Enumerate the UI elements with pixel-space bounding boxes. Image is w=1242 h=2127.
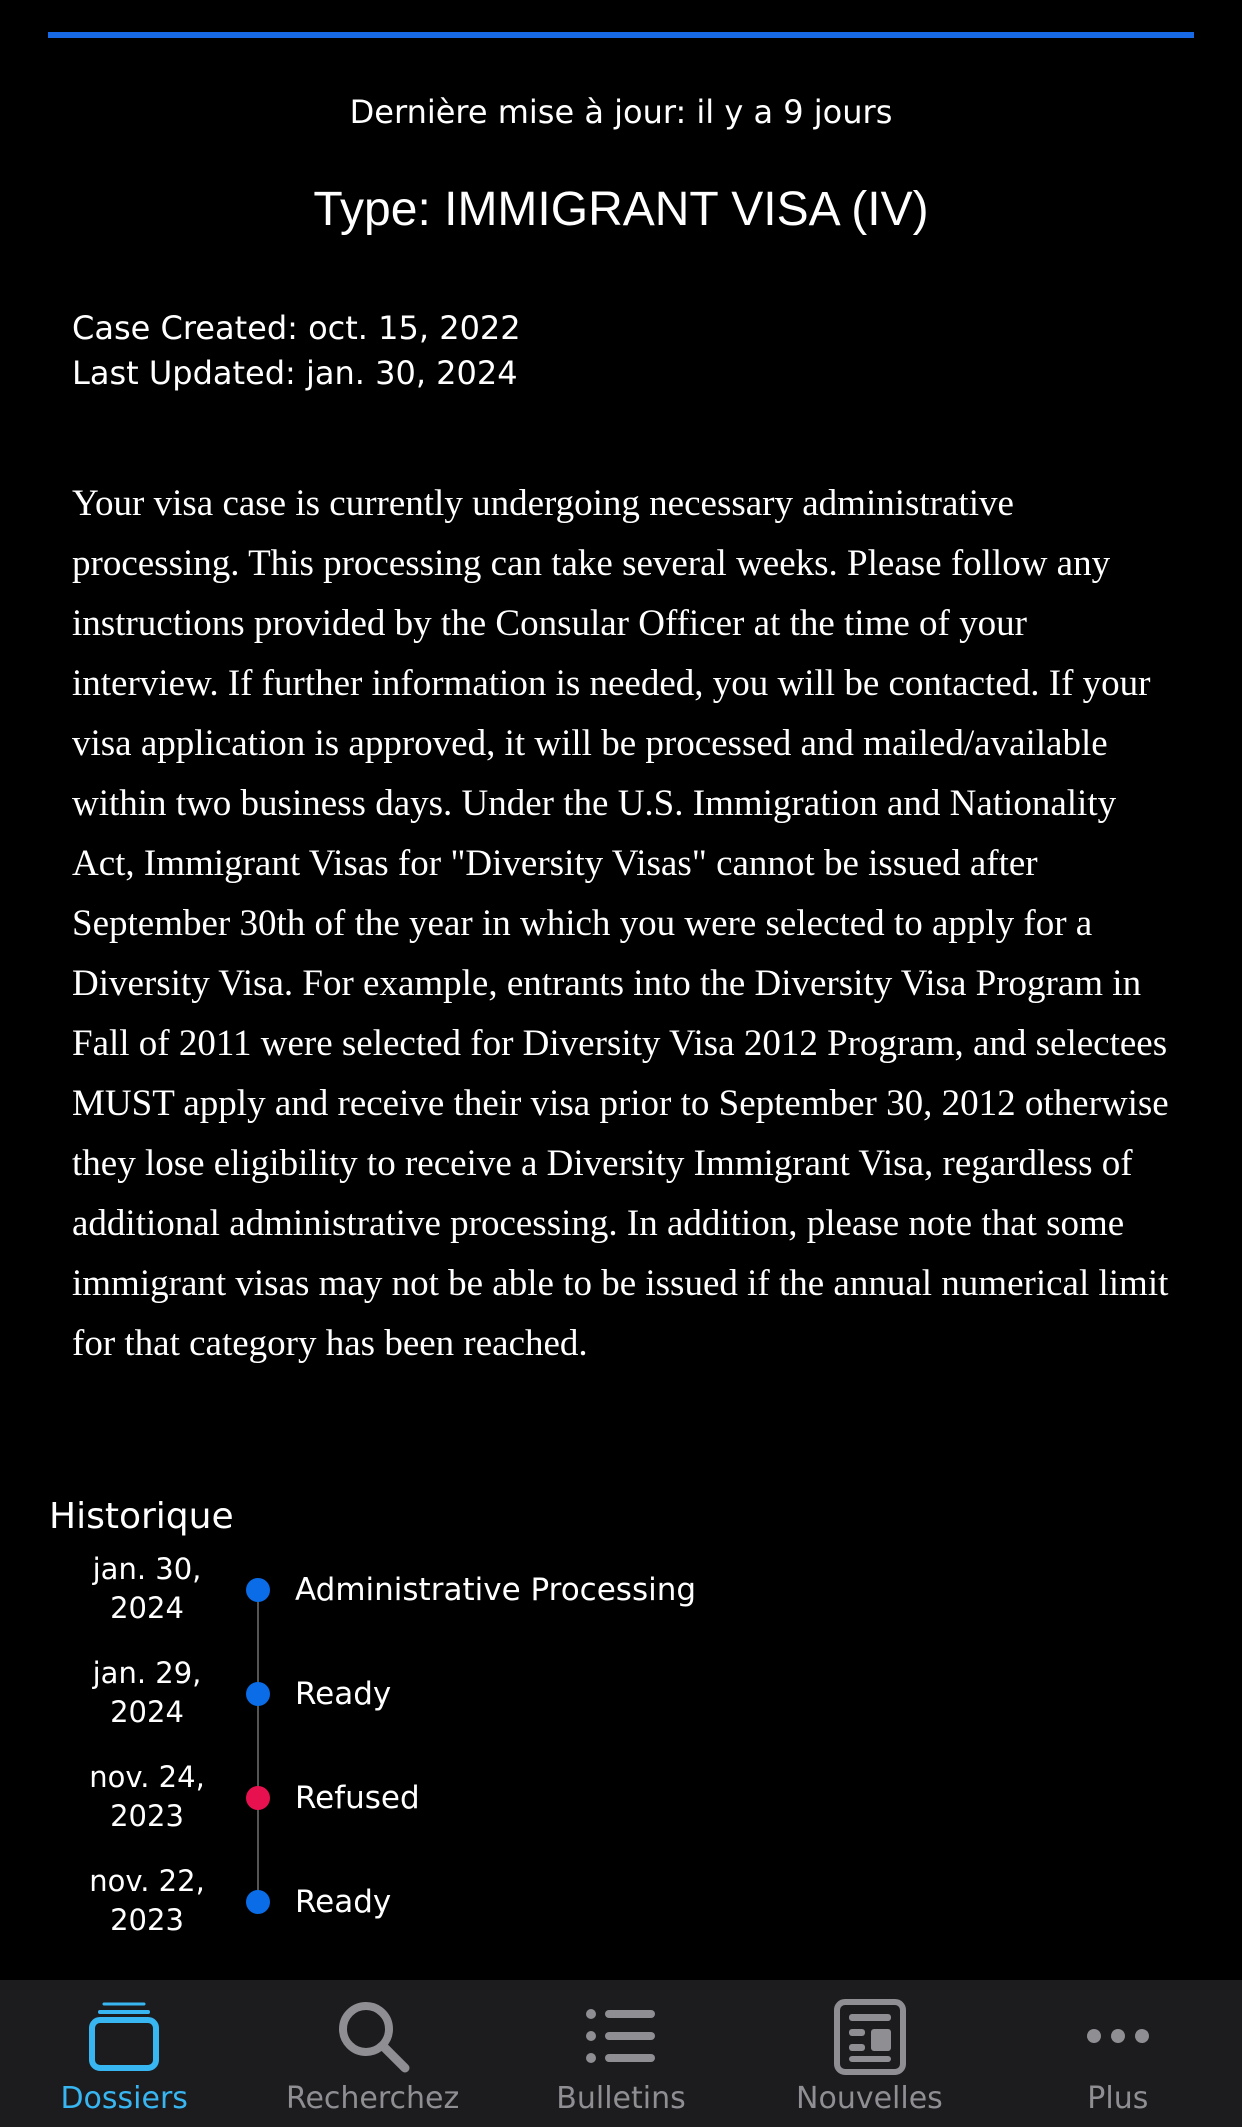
tab-dossiers[interactable] — [0, 1980, 248, 2127]
tab-label: Recherchez — [285, 2081, 460, 2116]
tab-nouvelles[interactable] — [745, 1980, 993, 2127]
history-item — [0, 1654, 1242, 1754]
history-status: Ready — [295, 1676, 392, 1712]
history-item — [0, 1758, 1242, 1858]
tab-recherchez[interactable] — [248, 1980, 496, 2127]
history-timeline — [0, 1550, 1242, 1950]
folders-icon — [84, 1996, 164, 2076]
history-date — [72, 1654, 222, 1732]
status-dot — [246, 1578, 270, 1602]
history-date-line1: jan. 29, — [92, 1656, 202, 1690]
list-icon — [581, 1996, 661, 2076]
tab-label: Bulletins — [556, 2081, 686, 2116]
progress-bar — [48, 32, 1194, 38]
history-date-line2: 2024 — [110, 1591, 184, 1625]
history-status: Administrative Processing — [295, 1572, 697, 1608]
case-dates — [72, 306, 521, 396]
history-date-line1: jan. 30, — [92, 1552, 202, 1586]
history-date-line2: 2023 — [110, 1903, 184, 1937]
history-date-line2: 2024 — [110, 1695, 184, 1729]
case-description: Your visa case is currently undergoing necessary administrative processing. This processing can take several weeks. Please follow any instructions provided by the Consular Officer at the time of your interview. If further information is needed, you will be contacted. If your visa application is approved, it will be processed and mailed/available within two business days. Under the U.S. Immigration and Nationality Act, Immigrant Visas for "Diversity Visas" cannot be issued after September 30th of the year in which you were selected to apply for a Diversity Visa. For example, entrants into the Diversity Visa Program in Fall of 2011 were selected for Diversity Visa 2012 Program, and selectees MUST apply and receive their visa prior to September 30, 2012 otherwise they lose eligibility to receive a Diversity Immigrant Visa, regardless of additional administrative processing. In addition, please note that some immigrant visas may not be able to be issued if the annual numerical limit for that category has been reached. — [72, 483, 1169, 1364]
history-date — [72, 1862, 222, 1940]
case-type-title: Type: IMMIGRANT VISA (IV) — [313, 183, 929, 236]
tab-bar — [0, 1980, 1242, 2127]
search-icon — [333, 1996, 413, 2076]
status-dot — [246, 1682, 270, 1706]
more-icon — [1078, 1996, 1158, 2076]
case-created-date: Case Created: oct. 15, 2022 — [72, 309, 521, 347]
history-date — [72, 1758, 222, 1836]
history-date-line2: 2023 — [110, 1799, 184, 1833]
history-status: Ready — [295, 1884, 392, 1920]
history-date — [72, 1550, 222, 1628]
last-update-text: Dernière mise à jour: il y a 9 jours — [349, 93, 893, 131]
status-dot — [246, 1786, 270, 1810]
tab-label: Plus — [1087, 2081, 1149, 2116]
tab-plus[interactable] — [994, 1980, 1242, 2127]
tab-label: Nouvelles — [796, 2081, 943, 2116]
newspaper-icon — [829, 1996, 909, 2076]
history-status: Refused — [295, 1780, 420, 1816]
case-updated-date: Last Updated: jan. 30, 2024 — [72, 354, 518, 392]
history-date-line1: nov. 24, — [89, 1760, 205, 1794]
history-date-line1: nov. 22, — [89, 1864, 205, 1898]
history-item — [0, 1862, 1242, 1962]
tab-label: Dossiers — [60, 2081, 188, 2116]
status-dot — [246, 1890, 270, 1914]
history-title: Historique — [49, 1496, 234, 1537]
tab-bulletins[interactable] — [497, 1980, 745, 2127]
history-item — [0, 1550, 1242, 1650]
